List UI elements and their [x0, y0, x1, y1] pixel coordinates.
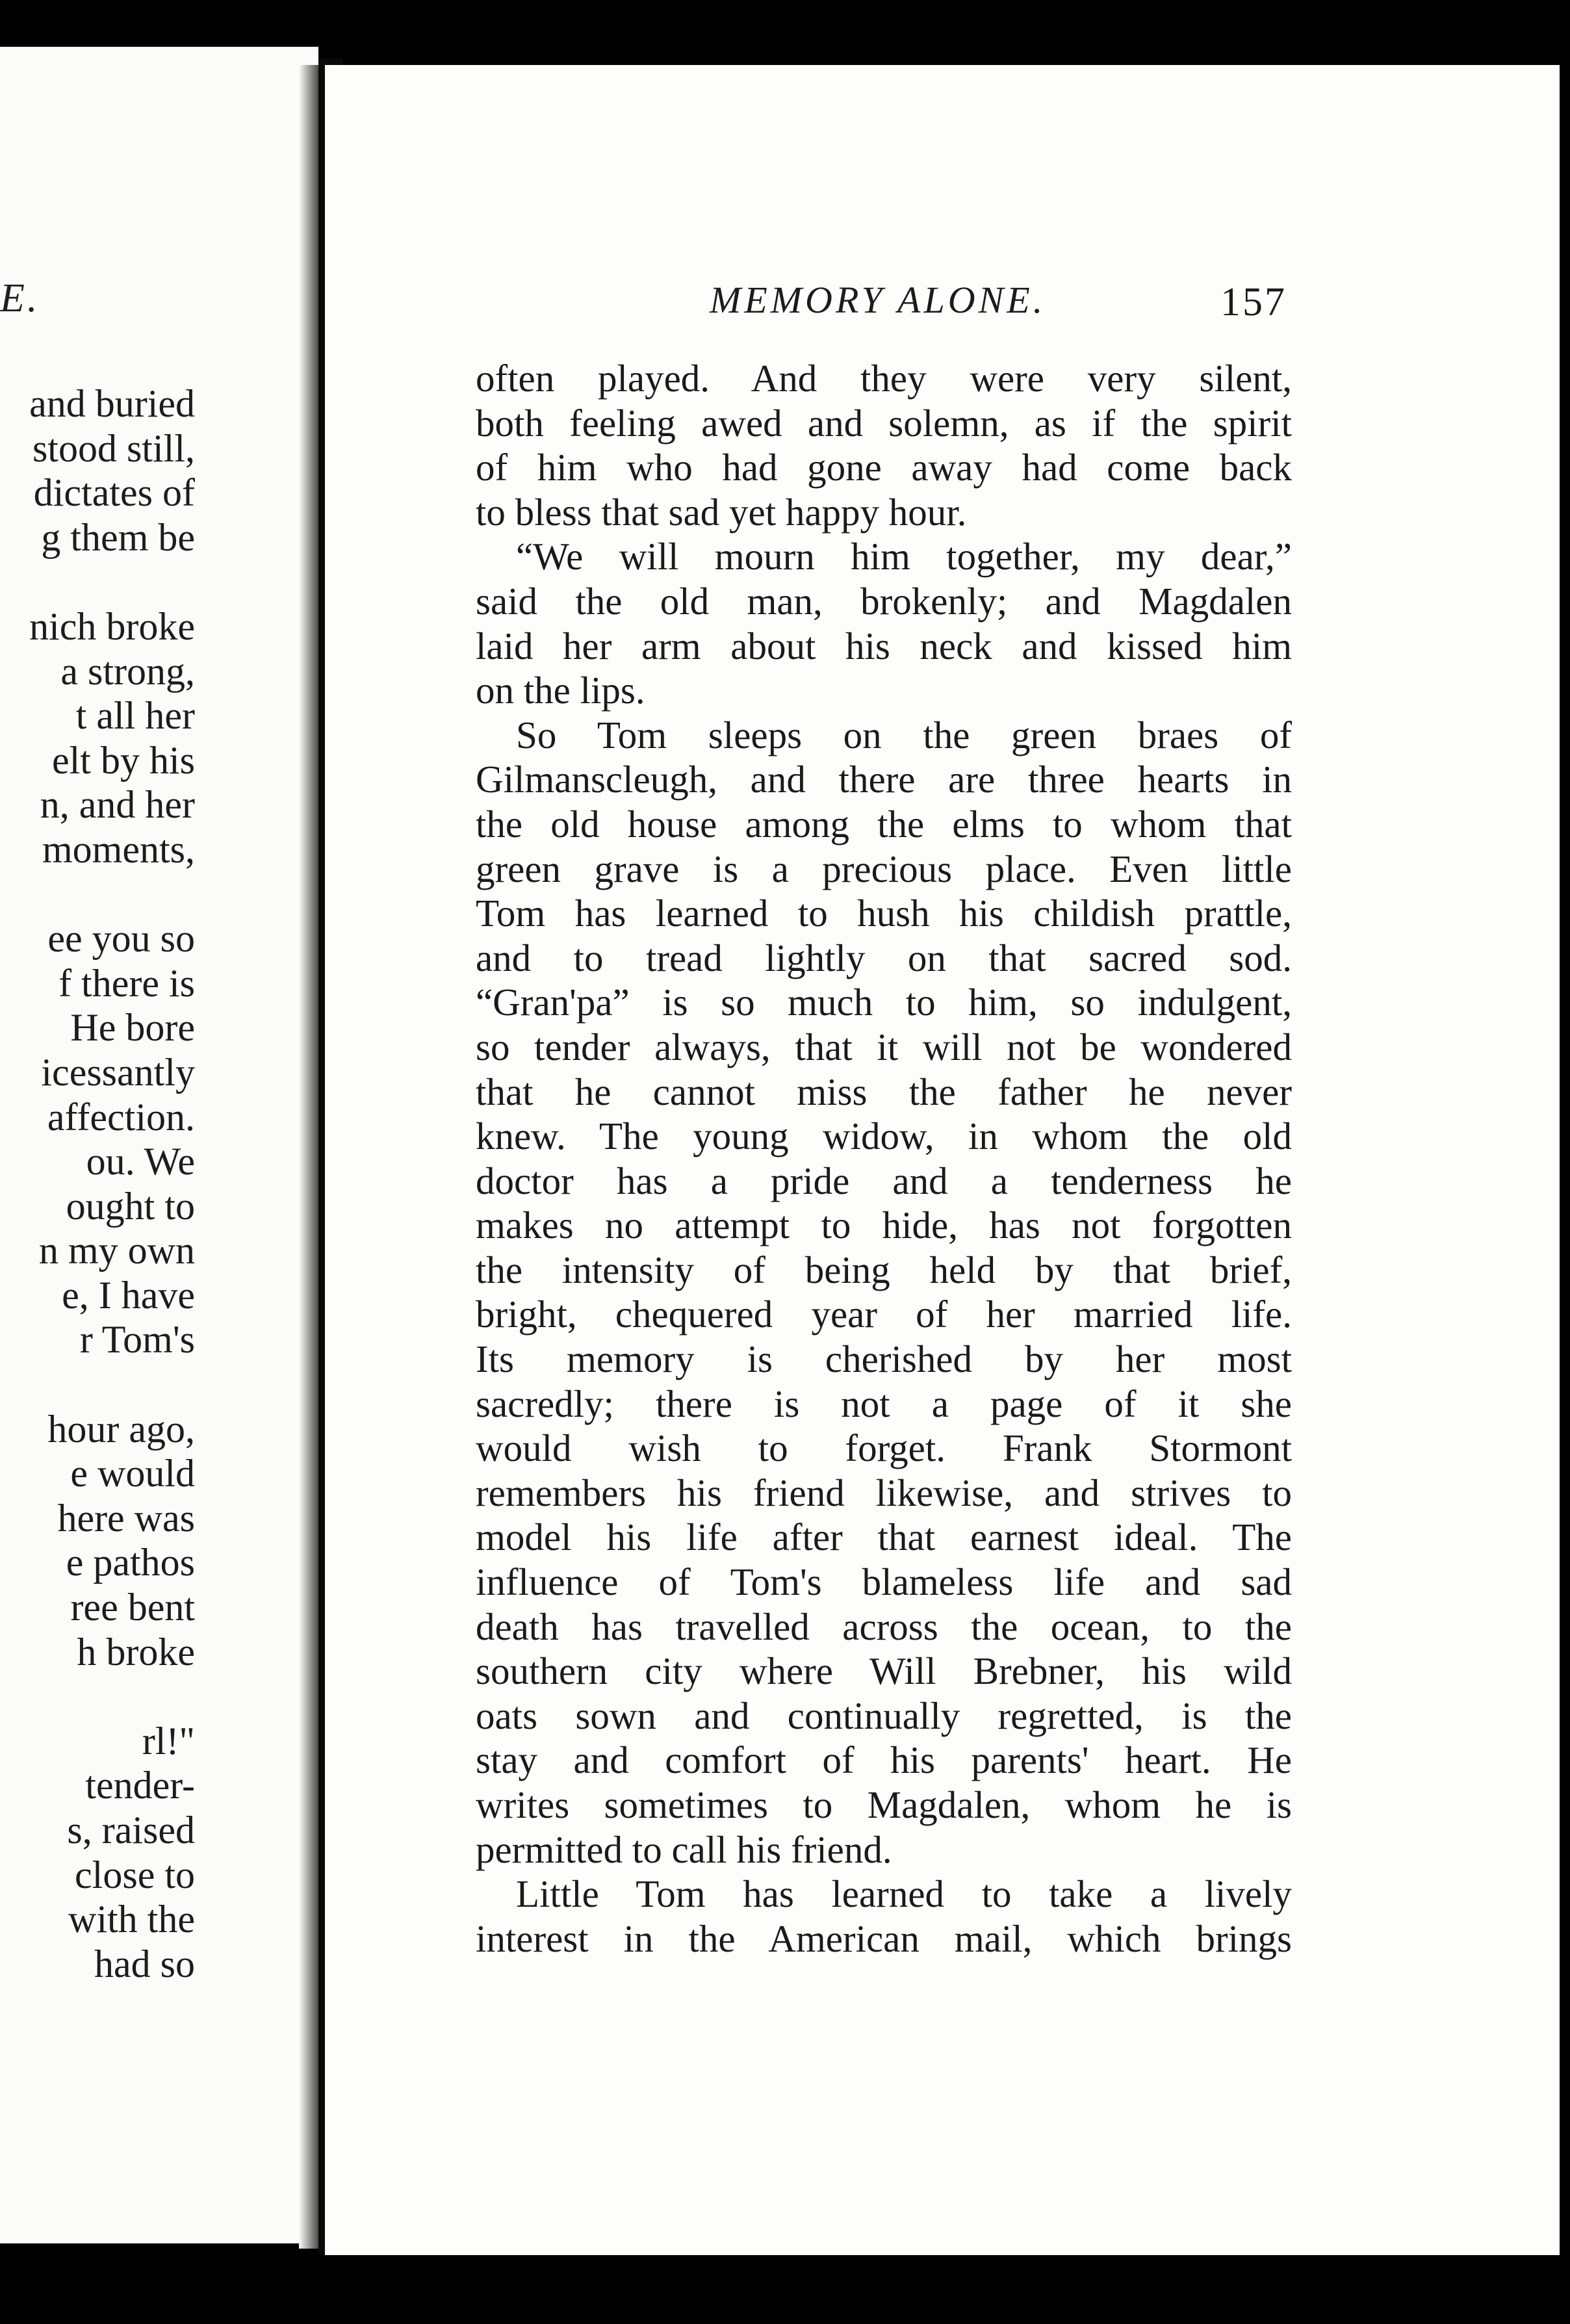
left-line: with the: [68, 1898, 195, 1941]
scan-border-bottom: [0, 2255, 1570, 2324]
page-body-text: [476, 356, 1292, 1961]
left-line: g them be: [41, 515, 195, 559]
left-line: dictates of: [33, 471, 195, 515]
left-line: rl!": [142, 1719, 195, 1762]
text-line: the old house among the elms to whom that: [476, 802, 1292, 846]
left-line: e pathos: [66, 1541, 195, 1584]
left-line: [0, 872, 195, 917]
text-line: makes no attempt to hide, has not forgotten: [476, 1204, 1292, 1247]
left-line: f there is: [58, 961, 195, 1005]
text-line: bright, chequered year of her married life.: [476, 1293, 1292, 1336]
left-line: e would: [70, 1452, 195, 1495]
left-line: ought to: [66, 1184, 195, 1228]
left-line: ree bent: [70, 1586, 195, 1629]
text-line: both feeling awed and solemn, as if the spirit: [476, 401, 1292, 445]
left-line: a strong,: [60, 649, 195, 693]
left-line: close to: [75, 1853, 195, 1896]
left-line: elt by his: [52, 738, 195, 782]
left-line: s, raised: [67, 1809, 195, 1852]
text-line: model his life after that earnest ideal. The: [476, 1516, 1292, 1559]
left-line: r Tom's: [79, 1318, 195, 1362]
left-line: and buried: [29, 382, 195, 425]
text-line: Tom has learned to hush his childish prattle,: [476, 892, 1292, 935]
left-line: h broke: [77, 1630, 195, 1673]
text-line: said the old man, brokenly; and Magdalen: [476, 579, 1292, 623]
text-line: So Tom sleeps on the green braes of: [516, 713, 1292, 756]
left-line: icessantly: [41, 1050, 195, 1094]
text-line: interest in the American mail, which brings: [476, 1917, 1292, 1960]
page-number: 157: [1220, 280, 1287, 324]
text-line: on the lips.: [476, 669, 645, 712]
left-line: stood still,: [32, 426, 195, 470]
left-line: nich broke: [29, 604, 195, 648]
text-line: and to tread lightly on that sacred sod.: [476, 936, 1292, 979]
text-line: Its memory is cherished by her most: [476, 1337, 1292, 1381]
left-line: here was: [57, 1496, 195, 1540]
text-line: sacredly; there is not a page of it she: [476, 1382, 1292, 1425]
text-line: remembers his friend likewise, and strives to: [476, 1471, 1292, 1514]
left-line: [0, 1674, 195, 1719]
left-line: had so: [94, 1942, 195, 1985]
left-line: e, I have: [62, 1273, 195, 1317]
left-line: affection.: [47, 1095, 195, 1139]
left-line: t all her: [75, 694, 195, 738]
text-line: the intensity of being held by that brief,: [476, 1248, 1292, 1291]
text-line: often played. And they were very silent,: [476, 357, 1292, 400]
left-page-text: [0, 381, 195, 1986]
left-line: hour ago,: [47, 1407, 195, 1451]
text-line: southern city where Will Brebner, his wild: [476, 1649, 1292, 1693]
left-line: n my own: [39, 1229, 195, 1272]
left-line: ou. We: [86, 1140, 195, 1183]
text-line: influence of Tom's blameless life and sad: [476, 1560, 1292, 1604]
left-line: [0, 1362, 195, 1407]
left-line: tender-: [85, 1764, 195, 1807]
left-running-head-fragment: E.: [0, 276, 40, 320]
left-line: moments,: [42, 827, 195, 871]
text-line: so tender always, that it will not be wondered: [476, 1025, 1292, 1068]
left-line: ee you so: [47, 917, 195, 961]
text-line: of him who had gone away had come back: [476, 446, 1292, 489]
text-line: permitted to call his friend.: [476, 1827, 892, 1871]
text-line: laid her arm about his neck and kissed him: [476, 624, 1292, 667]
text-line: Gilmanscleugh, and there are three hearts in: [476, 758, 1292, 801]
text-line: “Gran'pa” is so much to him, so indulgent,: [476, 981, 1292, 1024]
text-line: would wish to forget. Frank Stormont: [476, 1427, 1292, 1470]
text-line: Little Tom has learned to take a lively: [516, 1872, 1292, 1916]
text-line: that he cannot miss the father he never: [476, 1070, 1292, 1113]
left-line: He bore: [70, 1006, 195, 1050]
text-line: knew. The young widow, in whom the old: [476, 1115, 1292, 1158]
text-line: to bless that sad yet happy hour.: [476, 490, 967, 534]
text-line: writes sometimes to Magdalen, whom he is: [476, 1783, 1292, 1826]
running-head: MEMORY ALONE.: [710, 279, 1046, 321]
left-line: [0, 560, 195, 604]
text-line: green grave is a precious place. Even little: [476, 847, 1292, 890]
text-line: oats sown and continually regretted, is the: [476, 1694, 1292, 1737]
left-line: n, and her: [40, 783, 195, 827]
text-line: “We will mourn him together, my dear,”: [516, 535, 1292, 578]
text-line: death has travelled across the ocean, to the: [476, 1605, 1292, 1648]
facing-page-left: [0, 47, 318, 2243]
text-line: doctor has a pride and a tenderness he: [476, 1159, 1292, 1202]
text-line: stay and comfort of his parents' heart. He: [476, 1738, 1292, 1782]
